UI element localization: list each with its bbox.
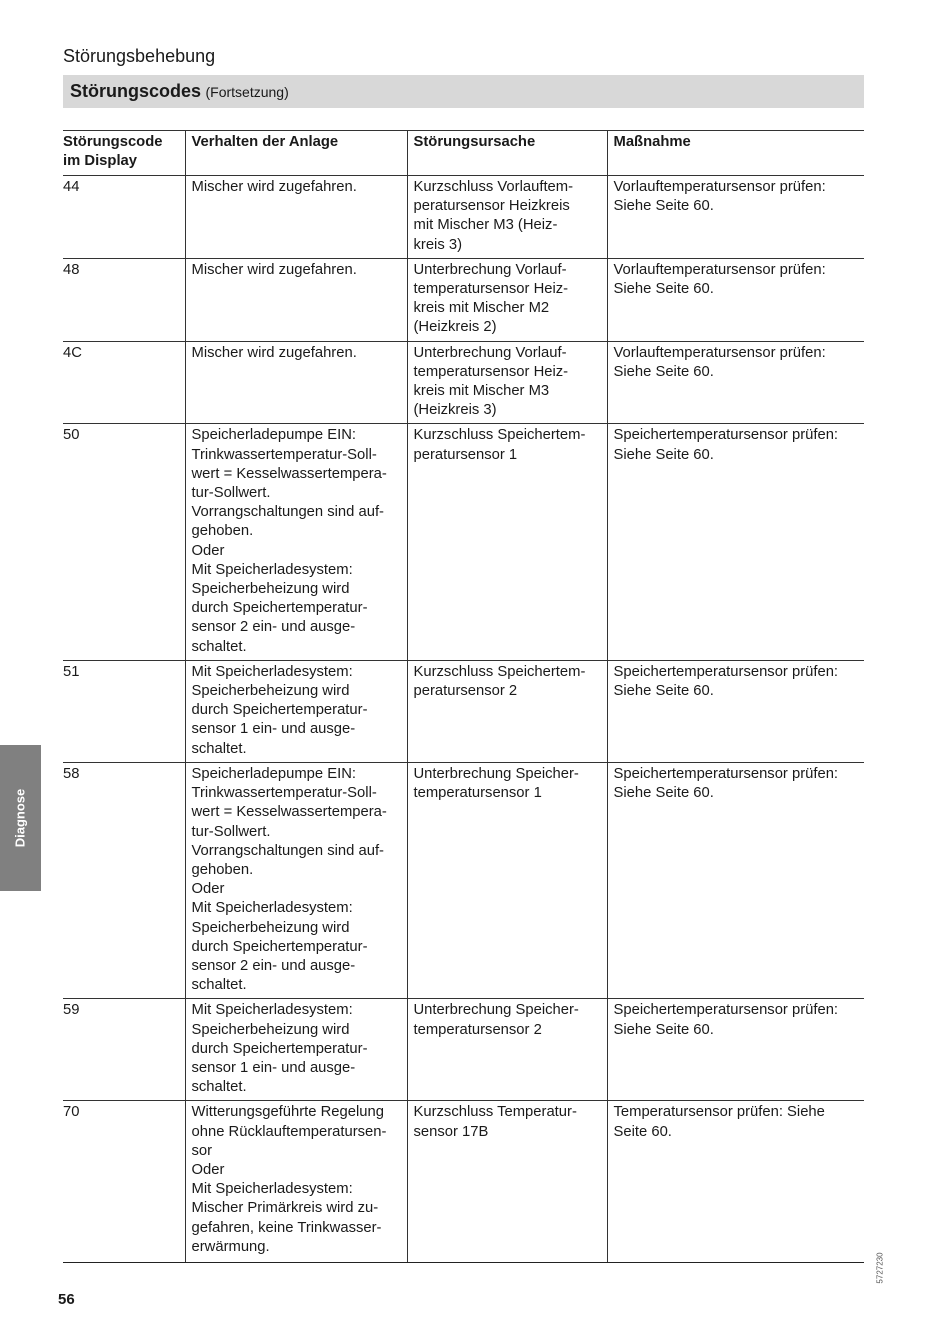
- cell-ursache: Kurzschluss Speichertem- peratursensor 2: [407, 660, 607, 762]
- cell-ursache: Unterbrechung Speicher- temperatursensor 1: [407, 762, 607, 998]
- cell-massnahme: Vorlauftemperatursensor prüfen: Siehe Seite 60.: [607, 341, 864, 424]
- page-heading: Störungscodes: [70, 81, 202, 101]
- table-row: [63, 176, 864, 259]
- cell-ursache: Unterbrechung Vorlauf- temperatursensor Heiz- kreis mit Mischer M2 (Heizkreis 2): [407, 258, 607, 341]
- table-header-row: [63, 131, 864, 176]
- cell-ursache: Kurzschluss Speichertem- peratursensor 1: [407, 424, 607, 660]
- table-row: [63, 424, 864, 660]
- table-row: [63, 660, 864, 762]
- table-row: [63, 258, 864, 341]
- section-title: Störungsbehebung: [63, 46, 216, 66]
- cell-massnahme: Speichertemperatursensor prüfen: Siehe Seite 60.: [607, 660, 864, 762]
- side-tab-diagnose: [0, 745, 41, 891]
- header-code: Störungscode im Display: [63, 131, 185, 176]
- heading-suffix: (Fortsetzung): [205, 84, 289, 100]
- cell-verhalten: Mit Speicherladesystem: Speicherbeheizung wird durch Speichertemperatur- sensor 1 ein- und ausge- schaltet.: [185, 999, 407, 1101]
- cell-verhalten: Mischer wird zugefahren.: [185, 341, 407, 424]
- page-number: 56: [58, 1291, 75, 1308]
- cell-verhalten: Mischer wird zugefahren.: [185, 176, 407, 259]
- cell-massnahme: Vorlauftemperatursensor prüfen: Siehe Seite 60.: [607, 258, 864, 341]
- header-verhalten: Verhalten der Anlage: [185, 131, 407, 176]
- document-number: 5727230: [875, 1252, 885, 1284]
- table-row: [63, 341, 864, 424]
- side-tab-label: Diagnose: [12, 788, 28, 848]
- cell-code: 70: [63, 1101, 185, 1263]
- cell-ursache: Kurzschluss Vorlauftem- peratursensor Heizkreis mit Mischer M3 (Heiz- kreis 3): [407, 176, 607, 259]
- cell-verhalten: Speicherladepumpe EIN: Trinkwassertemperatur-Soll- wert = Kesselwassertempera- tur-Sollwert. Vorrangschaltungen sind auf- gehoben. Oder Mit Speicherladesystem: Speicherbeheizung wird durch Speichertemperatur- sensor 2 ein- und ausge- schaltet.: [185, 424, 407, 660]
- header-ursache: Störungsursache: [407, 131, 607, 176]
- cell-verhalten: Speicherladepumpe EIN: Trinkwassertemperatur-Soll- wert = Kesselwassertempera- tur-Sollwert. Vorrangschaltungen sind auf- gehoben. Oder Mit Speicherladesystem: Speicherbeheizung wird durch Speichertemperatur- sensor 2 ein- und ausge- schaltet.: [185, 762, 407, 998]
- cell-ursache: Kurzschluss Temperatur- sensor 17B: [407, 1101, 607, 1263]
- cell-code: 59: [63, 999, 185, 1101]
- table-row: [63, 999, 864, 1101]
- cell-code: 50: [63, 424, 185, 660]
- cell-code: 48: [63, 258, 185, 341]
- cell-verhalten: Witterungsgeführte Regelung ohne Rücklauftemperatursen- sor Oder Mit Speicherladesystem: Mischer Primärkreis wird zu- gefahren, keine Trinkwasser- erwärmung.: [185, 1101, 407, 1263]
- cell-code: 44: [63, 176, 185, 259]
- cell-massnahme: Speichertemperatursensor prüfen: Siehe Seite 60.: [607, 424, 864, 660]
- cell-massnahme: Speichertemperatursensor prüfen: Siehe Seite 60.: [607, 999, 864, 1101]
- table-row: [63, 1101, 864, 1263]
- cell-code: 58: [63, 762, 185, 998]
- header-massnahme: Maßnahme: [607, 131, 864, 176]
- cell-verhalten: Mit Speicherladesystem: Speicherbeheizung wird durch Speichertemperatur- sensor 1 ein- und ausge- schaltet.: [185, 660, 407, 762]
- cell-massnahme: Speichertemperatursensor prüfen: Siehe Seite 60.: [607, 762, 864, 998]
- error-codes-table: [63, 130, 864, 1263]
- cell-code: 51: [63, 660, 185, 762]
- cell-massnahme: Vorlauftemperatursensor prüfen: Siehe Seite 60.: [607, 176, 864, 259]
- heading-bar: [63, 75, 864, 108]
- cell-ursache: Unterbrechung Speicher- temperatursensor 2: [407, 999, 607, 1101]
- table-row: [63, 762, 864, 998]
- cell-code: 4C: [63, 341, 185, 424]
- cell-verhalten: Mischer wird zugefahren.: [185, 258, 407, 341]
- cell-massnahme: Temperatursensor prüfen: Siehe Seite 60.: [607, 1101, 864, 1263]
- cell-ursache: Unterbrechung Vorlauf- temperatursensor Heiz- kreis mit Mischer M3 (Heizkreis 3): [407, 341, 607, 424]
